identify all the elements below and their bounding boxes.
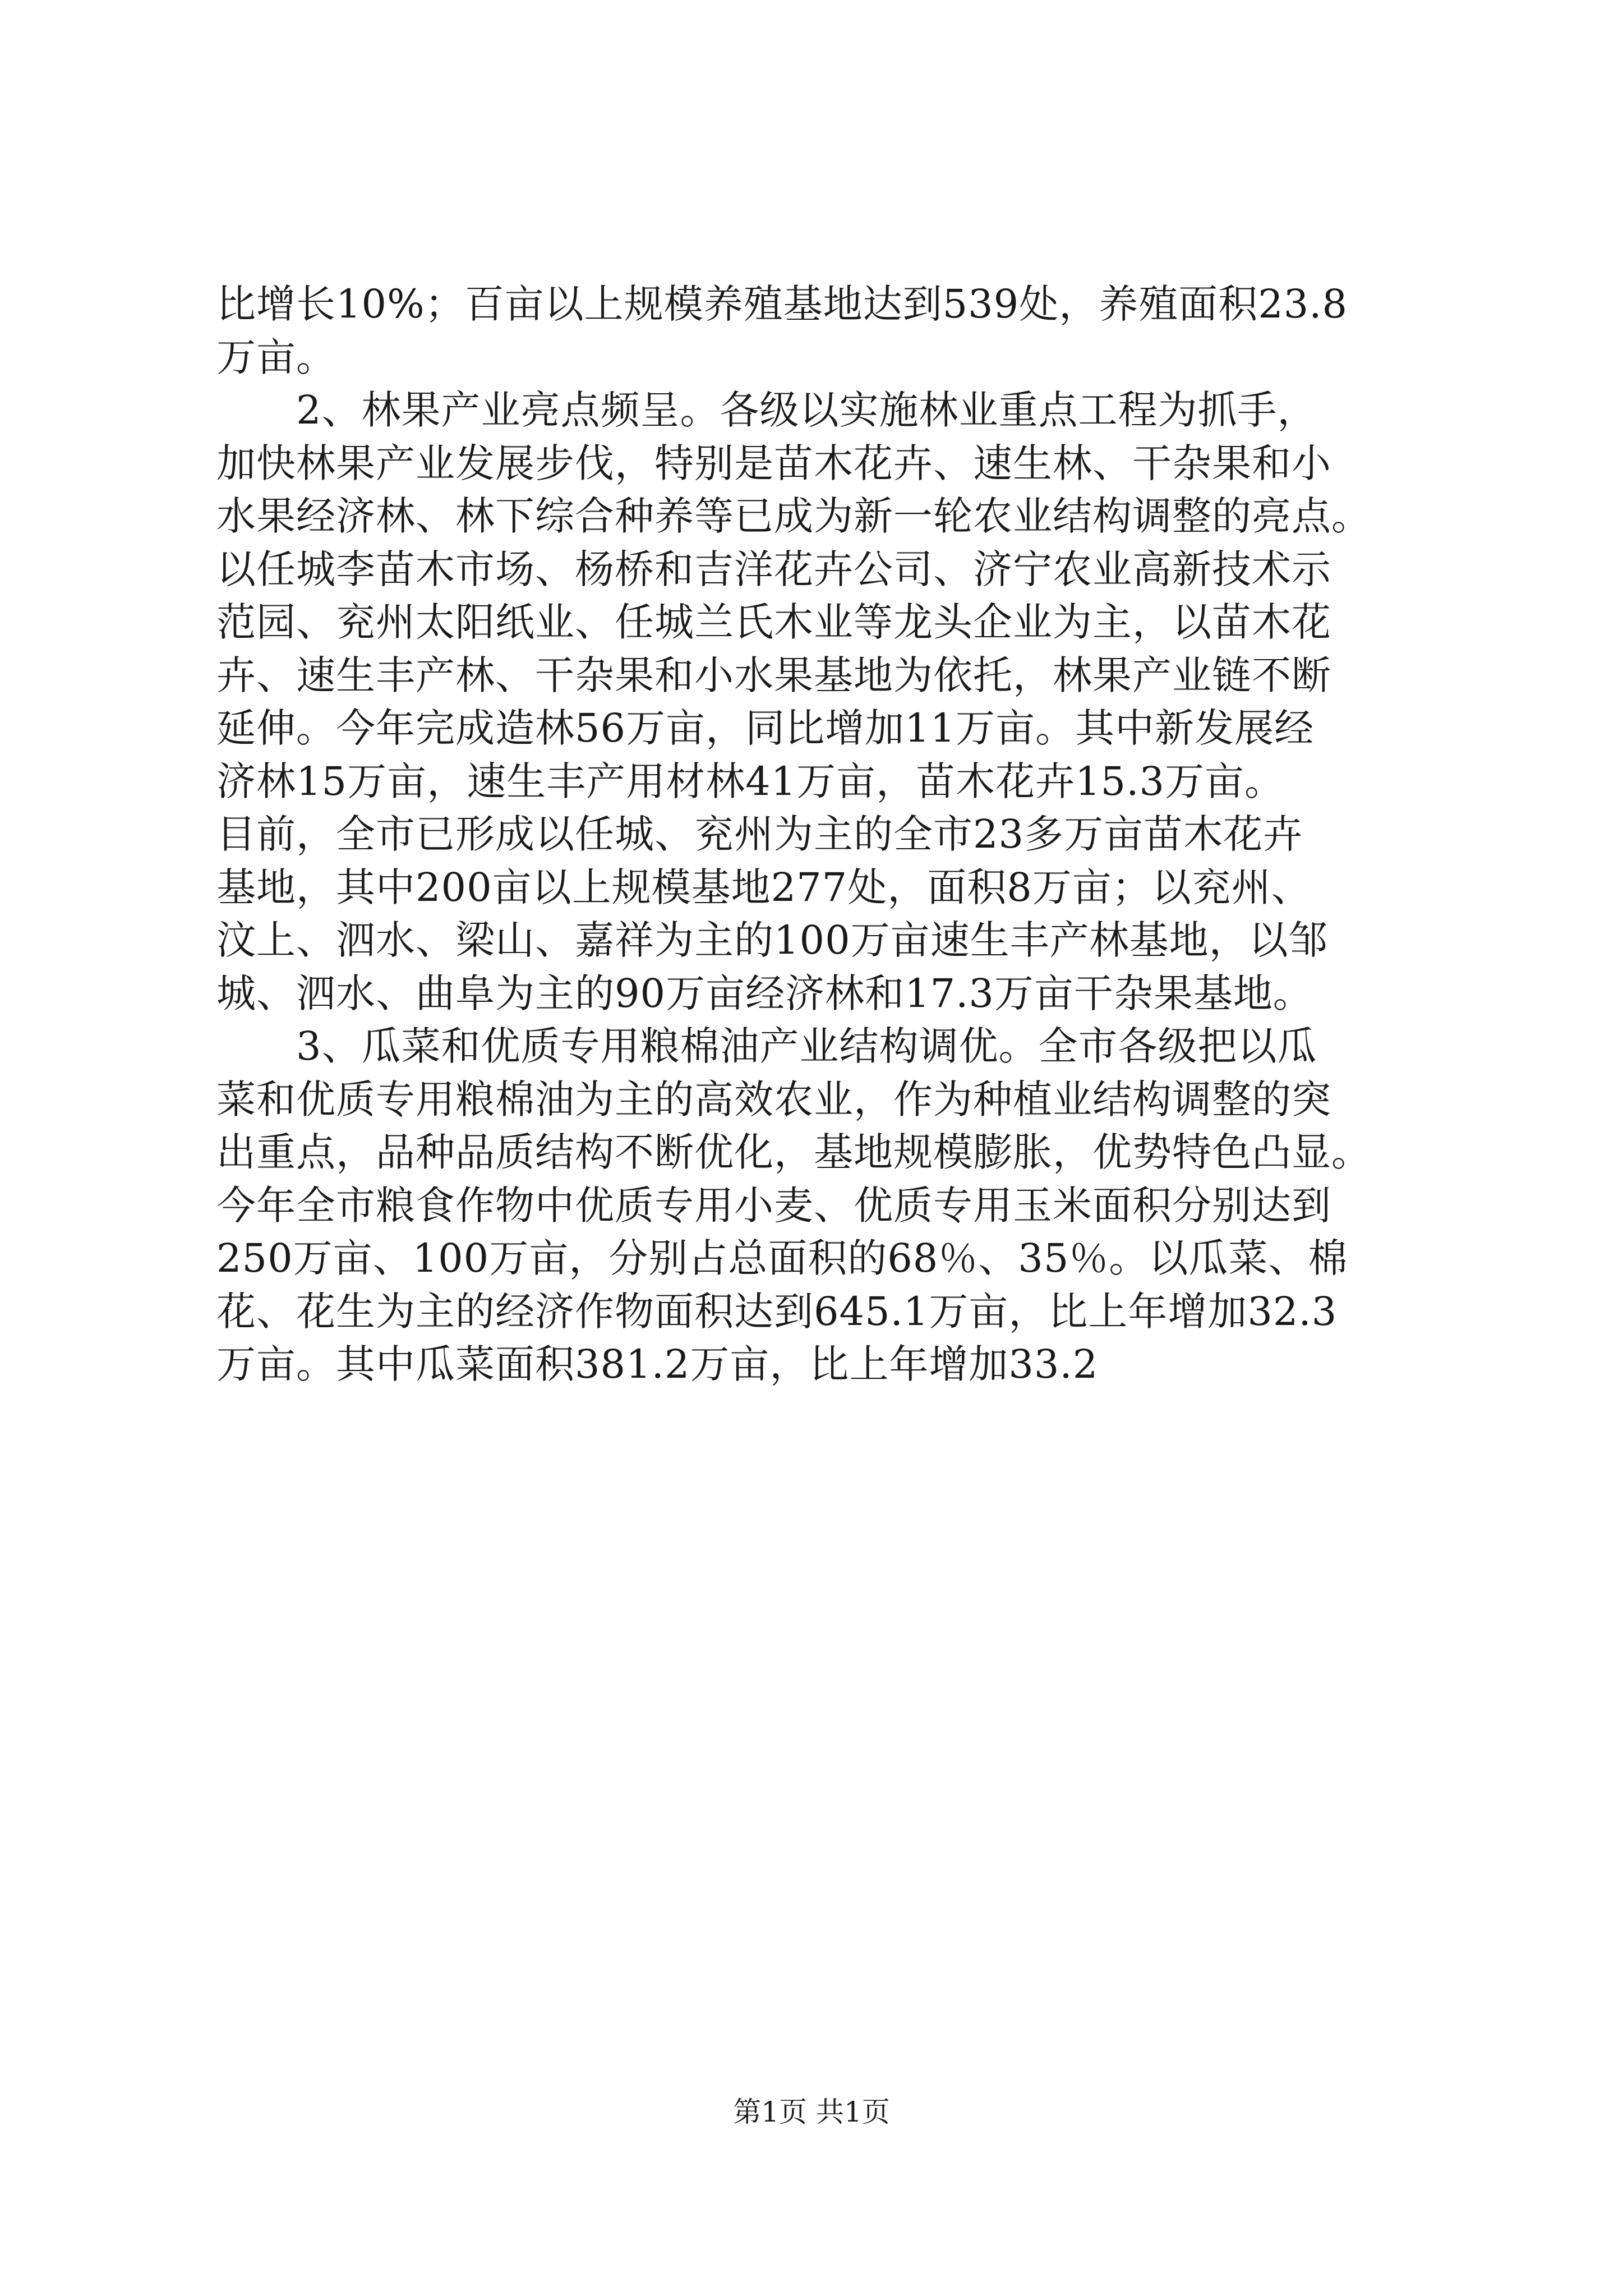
text-line: 汶上、泗水、梁山、嘉祥为主的100万亩速生丰产林基地，以邹: [216, 917, 1329, 963]
text-line: 比增长10%；百亩以上规模养殖基地达到539处，养殖面积23.8: [216, 281, 1348, 327]
page-footer: 第1页 共1页: [733, 2096, 890, 2128]
body-text: [216, 278, 1417, 1391]
text-line: 2、林果产业亮点频呈。各级以实施林业重点工程为抓手，: [216, 387, 1317, 433]
text-line: 基地，其中200亩以上规模基地277处，面积8万亩；以兖州、: [216, 864, 1311, 910]
text-line: 今年全市粮食作物中优质专用小麦、优质专用玉米面积分别达到: [216, 1182, 1331, 1228]
text-line: 加快林果产业发展步伐，特别是苗木花卉、速生林、干杂果和小: [216, 440, 1331, 486]
text-line: 水果经济林、林下综合种养等已成为新一轮农业结构调整的亮点。: [216, 493, 1371, 539]
text-line: 出重点，品种品质结构不断优化，基地规模膨胀，优势特色凸显。: [216, 1129, 1371, 1175]
text-line: 万亩。其中瓜菜面积381.2万亩，比上年增加33.2: [216, 1341, 1099, 1387]
text-line: 卉、速生丰产林、干杂果和小水果基地为依托，林果产业链不断: [216, 652, 1331, 698]
text-line: 延伸。今年完成造林56万亩，同比增加11万亩。其中新发展经: [216, 705, 1315, 751]
text-line: 花、花生为主的经济作物面积达到645.1万亩，比上年增加32.3: [216, 1288, 1338, 1335]
text-line: 菜和优质专用粮棉油为主的高效农业，作为种植业结构调整的突: [216, 1076, 1331, 1122]
text-line: 城、泗水、曲阜为主的90万亩经济林和17.3万亩干杂果基地。: [216, 970, 1313, 1016]
text-line: 范园、兖州太阳纸业、任城兰氏木业等龙头企业为主，以苗木花: [216, 599, 1331, 645]
text-line: 3、瓜菜和优质专用粮棉油产业结构调优。全市各级把以瓜: [216, 1023, 1317, 1069]
text-line: 250万亩、100万亩，分别占总面积的68％、35％。以瓜菜、棉: [216, 1235, 1348, 1281]
text-line: 目前，全市已形成以任城、兖州为主的全市23多万亩苗木花卉: [216, 811, 1303, 857]
text-line: 以任城李苗木市场、杨桥和吉洋花卉公司、济宁农业高新技术示: [216, 546, 1331, 592]
text-line: 万亩。: [216, 334, 336, 380]
text-line: 济林15万亩，速生丰产用材林41万亩，苗木花卉15.3万亩。: [216, 758, 1285, 804]
